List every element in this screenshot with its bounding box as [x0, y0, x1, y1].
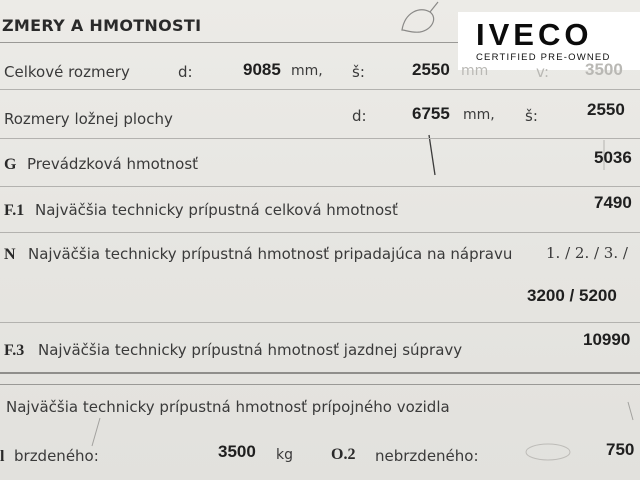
- braked-value: 3500: [218, 442, 256, 461]
- combination-weight-label: Najväčšia technicky prípustná hmotnosť jazdnej súpravy: [38, 341, 463, 359]
- code-f3: F.3: [4, 342, 25, 359]
- operating-weight-value: 5036: [594, 148, 632, 167]
- braked-label: brzdeného:: [14, 447, 99, 465]
- axle-weight-label: Najväčšia technicky prípustná hmotnosť pripadajúca na nápravu: [28, 245, 513, 263]
- trailer-weight-label: Najväčšia technicky prípustná hmotnosť prípojného vozidla: [6, 398, 450, 416]
- row-divider: [0, 186, 640, 187]
- code-f1: F.1: [4, 202, 25, 219]
- width-unit: mm: [461, 63, 489, 79]
- cargo-area-label: Rozmery ložnej plochy: [4, 110, 173, 128]
- cargo-length-value: 6755: [412, 104, 450, 123]
- brand-name: IVECO: [476, 17, 593, 52]
- brand-tagline: CERTIFIED PRE-OWNED: [476, 52, 611, 63]
- o1-code-fragment: l: [0, 448, 5, 465]
- row-divider: [0, 322, 640, 323]
- max-total-weight-label: Najväčšia technicky prípustná celková hmotnosť: [35, 201, 398, 219]
- row-divider: [0, 138, 640, 139]
- length-value: 9085: [243, 60, 281, 79]
- cargo-length-label: d:: [352, 107, 367, 125]
- row-divider: [0, 232, 640, 233]
- unbraked-value: 750: [606, 440, 635, 459]
- code-n: N: [4, 246, 16, 263]
- cargo-width-label: š:: [525, 107, 538, 125]
- operating-weight-label: Prevádzková hmotnosť: [27, 155, 199, 173]
- braked-unit: kg: [276, 447, 293, 463]
- max-total-weight-value: 7490: [594, 193, 632, 212]
- unbraked-label: nebrzdeného:: [375, 447, 479, 465]
- row-divider: [0, 89, 640, 90]
- section-divider: [0, 372, 640, 374]
- width-value: 2550: [412, 60, 450, 79]
- code-o2: O.2: [331, 446, 356, 463]
- code-g: G: [4, 156, 17, 173]
- section-border: [0, 384, 640, 385]
- axle-weight-value: 3200 / 5200: [527, 286, 617, 305]
- height-label: v:: [536, 63, 550, 81]
- axle-numbers: 1. / 2. / 3. /: [546, 244, 628, 262]
- length-unit: mm,: [291, 63, 323, 79]
- cargo-length-unit: mm,: [463, 107, 495, 123]
- width-label: š:: [352, 63, 365, 81]
- cargo-width-value: 2550: [587, 100, 625, 119]
- overall-dimensions-label: Celkové rozmery: [4, 63, 130, 81]
- section-title: ZMERY A HMOTNOSTI: [2, 16, 202, 35]
- combination-weight-value: 10990: [583, 330, 631, 349]
- height-value: 3500: [585, 60, 623, 79]
- length-label: d:: [178, 63, 193, 81]
